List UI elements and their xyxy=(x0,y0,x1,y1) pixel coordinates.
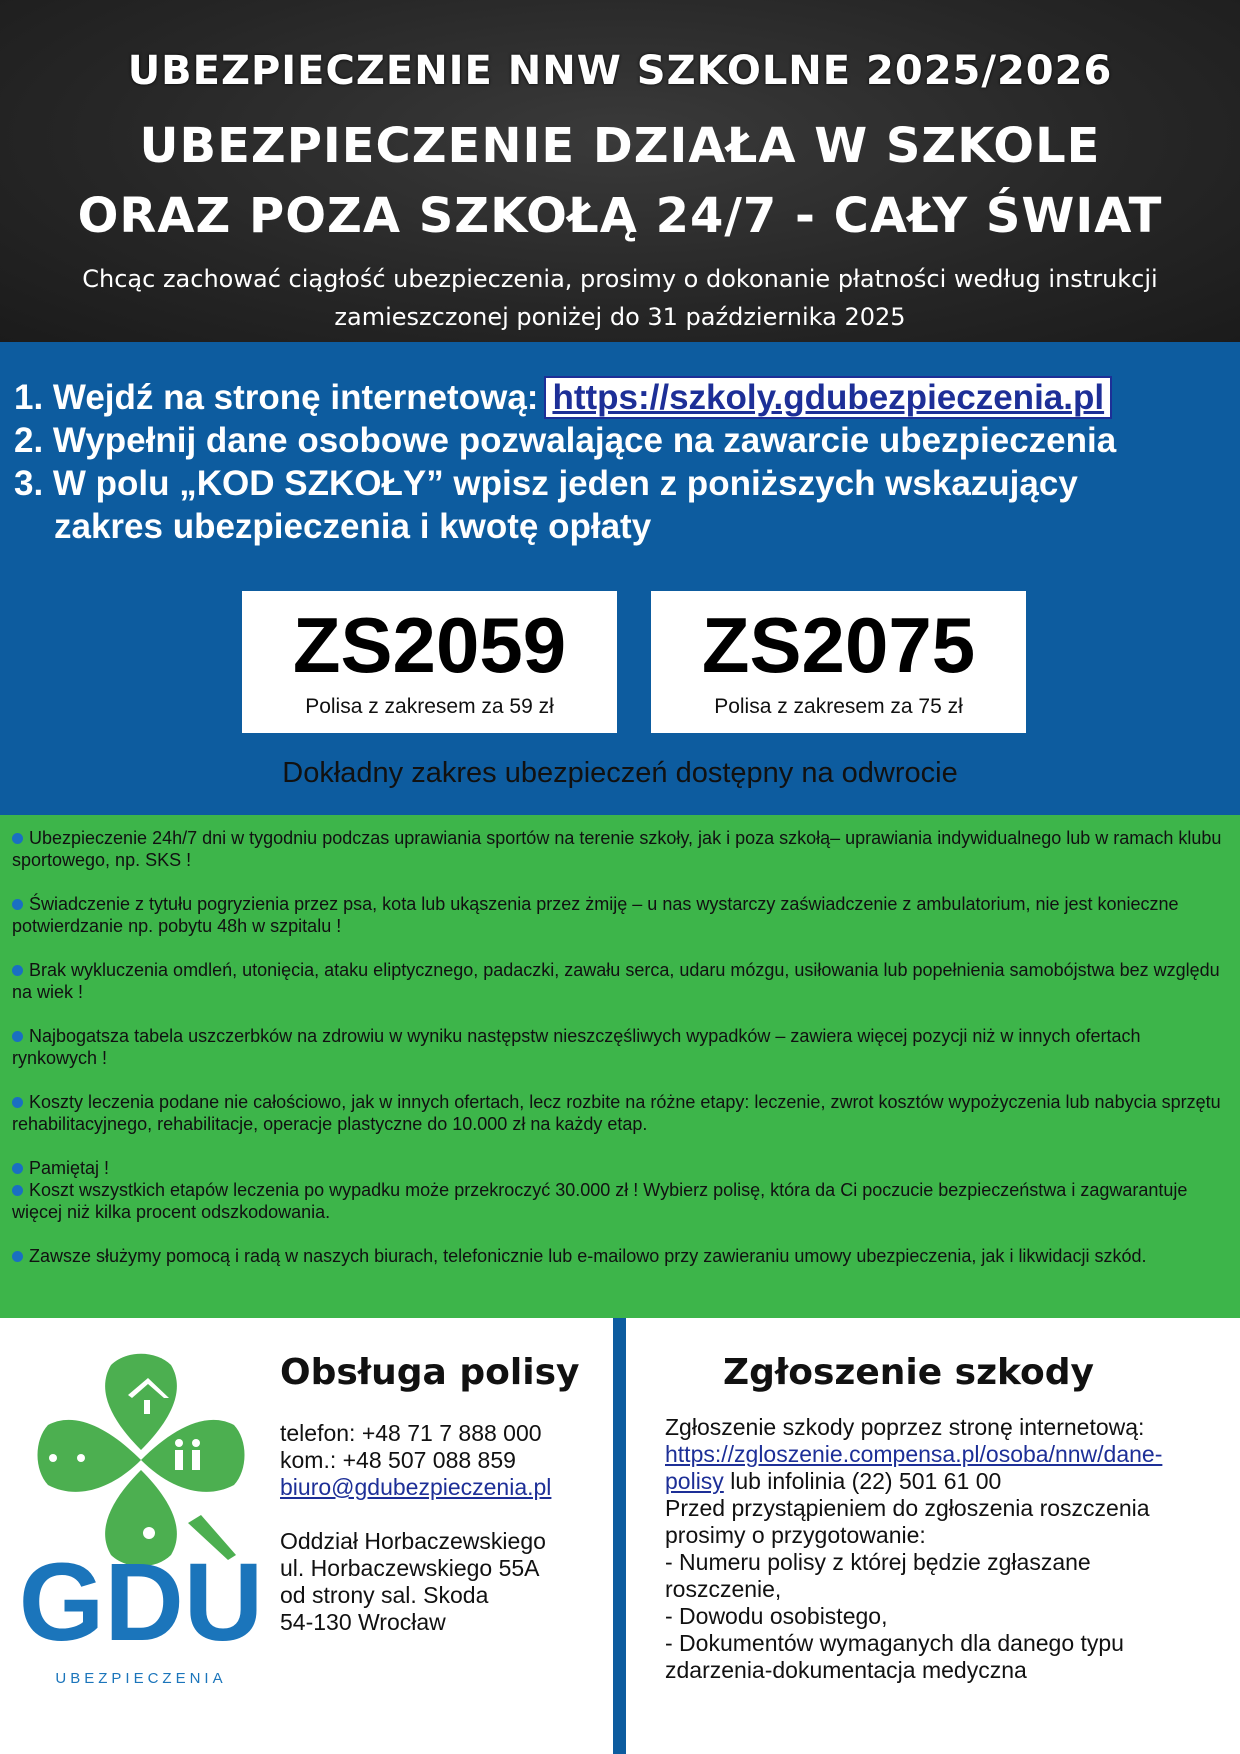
claim-item: - Dowodu osobistego, xyxy=(665,1603,888,1629)
school-code: ZS2075 xyxy=(701,601,976,689)
code-box-75 xyxy=(651,591,1026,733)
bullet-icon xyxy=(12,1031,23,1042)
benefit-item xyxy=(12,1025,1226,1069)
benefit-text: Koszt wszystkich etapów leczenia po wypadku może przekroczyć 30.000 zł ! Wybierz polisę, która da Ci poczucie bezpieczeństwa i zagwarantuje więcej niż kilka procent odszkodowania. xyxy=(12,1180,1188,1222)
bullet-icon xyxy=(12,1251,23,1262)
benefit-text: Świadczenie z tytułu pogryzienia przez psa, kota lub ukąszenia przez żmiję – u nas wystarczy zaświadczenie z ambulatorium, nie jest konieczne potwierdzanie np. pobytu 48h w szpitalu ! xyxy=(12,894,1179,936)
benefit-text: Pamiętaj ! xyxy=(29,1158,110,1178)
claim-link[interactable]: https://zgloszenie.compensa.pl/osoba/nnw/dane-polisy xyxy=(665,1441,1163,1494)
bullet-icon xyxy=(12,965,23,976)
claim-title: Zgłoszenie szkody xyxy=(723,1352,1095,1393)
mobile: kom.: +48 507 088 859 xyxy=(280,1447,516,1473)
step-2: 2. Wypełnij dane osobowe pozwalające na zawarcie ubezpieczenia xyxy=(14,421,1117,460)
address-line: 54-130 Wrocław xyxy=(280,1609,446,1635)
benefit-item xyxy=(12,1091,1226,1135)
benefit-text: Koszty leczenia podane nie całościowo, jak w innych ofertach, lecz rozbite na różne etapy: leczenie, zwrot kosztów wypożyczenia lub nabycia sprzętu rehabilitacyjnego, rehabilitacje, operacje plastyczne do 10.000 zł na każdy etap. xyxy=(12,1092,1221,1134)
payment-deadline-note: Chcąc zachować ciągłość ubezpieczenia, prosimy o dokonanie płatności według instrukcji zamieszczonej poniżej do 31 października 2025 xyxy=(82,265,1158,331)
scope-note: Dokładny zakres ubezpieczeń dostępny na odwrocie xyxy=(282,757,958,789)
benefit-item xyxy=(12,1157,1226,1179)
logo-text: GDU xyxy=(18,1541,264,1664)
code-description: Polisa z zakresem za 75 zł xyxy=(714,695,963,718)
title-worldwide: ORAZ POZA SZKOŁĄ 24/7 - CAŁY ŚWIAT xyxy=(77,188,1163,244)
benefit-text: Zawsze służymy pomocą i radą w naszych biurach, telefonicznie lub e-mailowo przy zawieraniu umowy ubezpieczenia, jak i likwidacji szkód. xyxy=(29,1246,1147,1266)
bullet-icon xyxy=(12,899,23,910)
school-code: ZS2059 xyxy=(292,601,567,689)
hotline: lub infolinia (22) 501 61 00 xyxy=(723,1468,1002,1494)
claim-prep: Przed przystąpieniem do zgłoszenia roszczenia prosimy o przygotowanie: xyxy=(665,1495,1150,1548)
claim-intro: Zgłoszenie szkody poprzez stronę internetową: xyxy=(665,1414,1145,1440)
header-banner xyxy=(0,0,1240,342)
step-3: 3. W polu „KOD SZKOŁY” wpisz jeden z poniższych wskazujący xyxy=(14,464,1078,503)
title-insurance-year: UBEZPIECZENIE NNW SZKOLNE 2025/2026 xyxy=(127,48,1113,94)
bullet-icon xyxy=(12,1097,23,1108)
gdu-logo xyxy=(18,1350,264,1690)
email-link[interactable]: biuro@gdubezpieczenia.pl xyxy=(280,1474,552,1500)
school-portal-link[interactable]: https://szkoly.gdubezpieczenia.pl xyxy=(544,376,1112,419)
address-line: Oddział Horbaczewskiego xyxy=(280,1528,546,1554)
logo-subtext: UBEZPIECZENIA xyxy=(55,1670,227,1687)
address-line: od strony sal. Skoda xyxy=(280,1582,489,1608)
bullet-icon xyxy=(12,1163,23,1174)
address-line: ul. Horbaczewskiego 55A xyxy=(280,1555,540,1581)
bullet-icon xyxy=(12,1185,23,1196)
claim-item: - Dokumentów wymaganych dla danego typu zdarzenia-dokumentacja medyczna xyxy=(665,1630,1124,1683)
claim-item: - Numeru polisy z której będzie zgłaszane roszczenie, xyxy=(665,1549,1091,1602)
benefit-text: Brak wykluczenia omdleń, utonięcia, ataku eliptycznego, padaczki, zawału serca, udaru mózgu, usiłowania lub popełnienia samobójstwa bez względu na wiek ! xyxy=(12,960,1220,1002)
column-divider xyxy=(613,1318,626,1754)
claim-info xyxy=(665,1414,1210,1684)
title-school: UBEZPIECZENIE DZIAŁA W SZKOLE xyxy=(139,118,1101,174)
step-1-text: 1. Wejdź na stronę internetową: xyxy=(14,378,539,417)
code-box-59 xyxy=(242,591,617,733)
step-1 xyxy=(14,378,1112,418)
phone: telefon: +48 71 7 888 000 xyxy=(280,1420,542,1446)
code-description: Polisa z zakresem za 59 zł xyxy=(305,695,554,718)
benefit-item xyxy=(12,1245,1226,1267)
benefit-item xyxy=(12,1179,1226,1223)
benefit-item xyxy=(12,827,1226,871)
benefit-item xyxy=(12,893,1226,937)
service-title: Obsługa polisy xyxy=(280,1352,580,1393)
benefit-text: Ubezpieczenie 24h/7 dni w tygodniu podczas uprawiania sportów na terenie szkoły, jak i poza szkołą– uprawiania indywidualnego lub w ramach klubu sportowego, np. SKS ! xyxy=(12,828,1222,870)
benefits-list xyxy=(0,815,1240,1318)
bullet-icon xyxy=(12,833,23,844)
benefit-item xyxy=(12,959,1226,1003)
step-3-cont: zakres ubezpieczenia i kwotę opłaty xyxy=(54,507,652,546)
service-contact xyxy=(280,1420,551,1636)
benefit-text: Najbogatsza tabela uszczerbków na zdrowiu w wyniku następstw nieszczęśliwych wypadków – zawiera więcej pozycji niż w innych ofertach rynkowych ! xyxy=(12,1026,1141,1068)
